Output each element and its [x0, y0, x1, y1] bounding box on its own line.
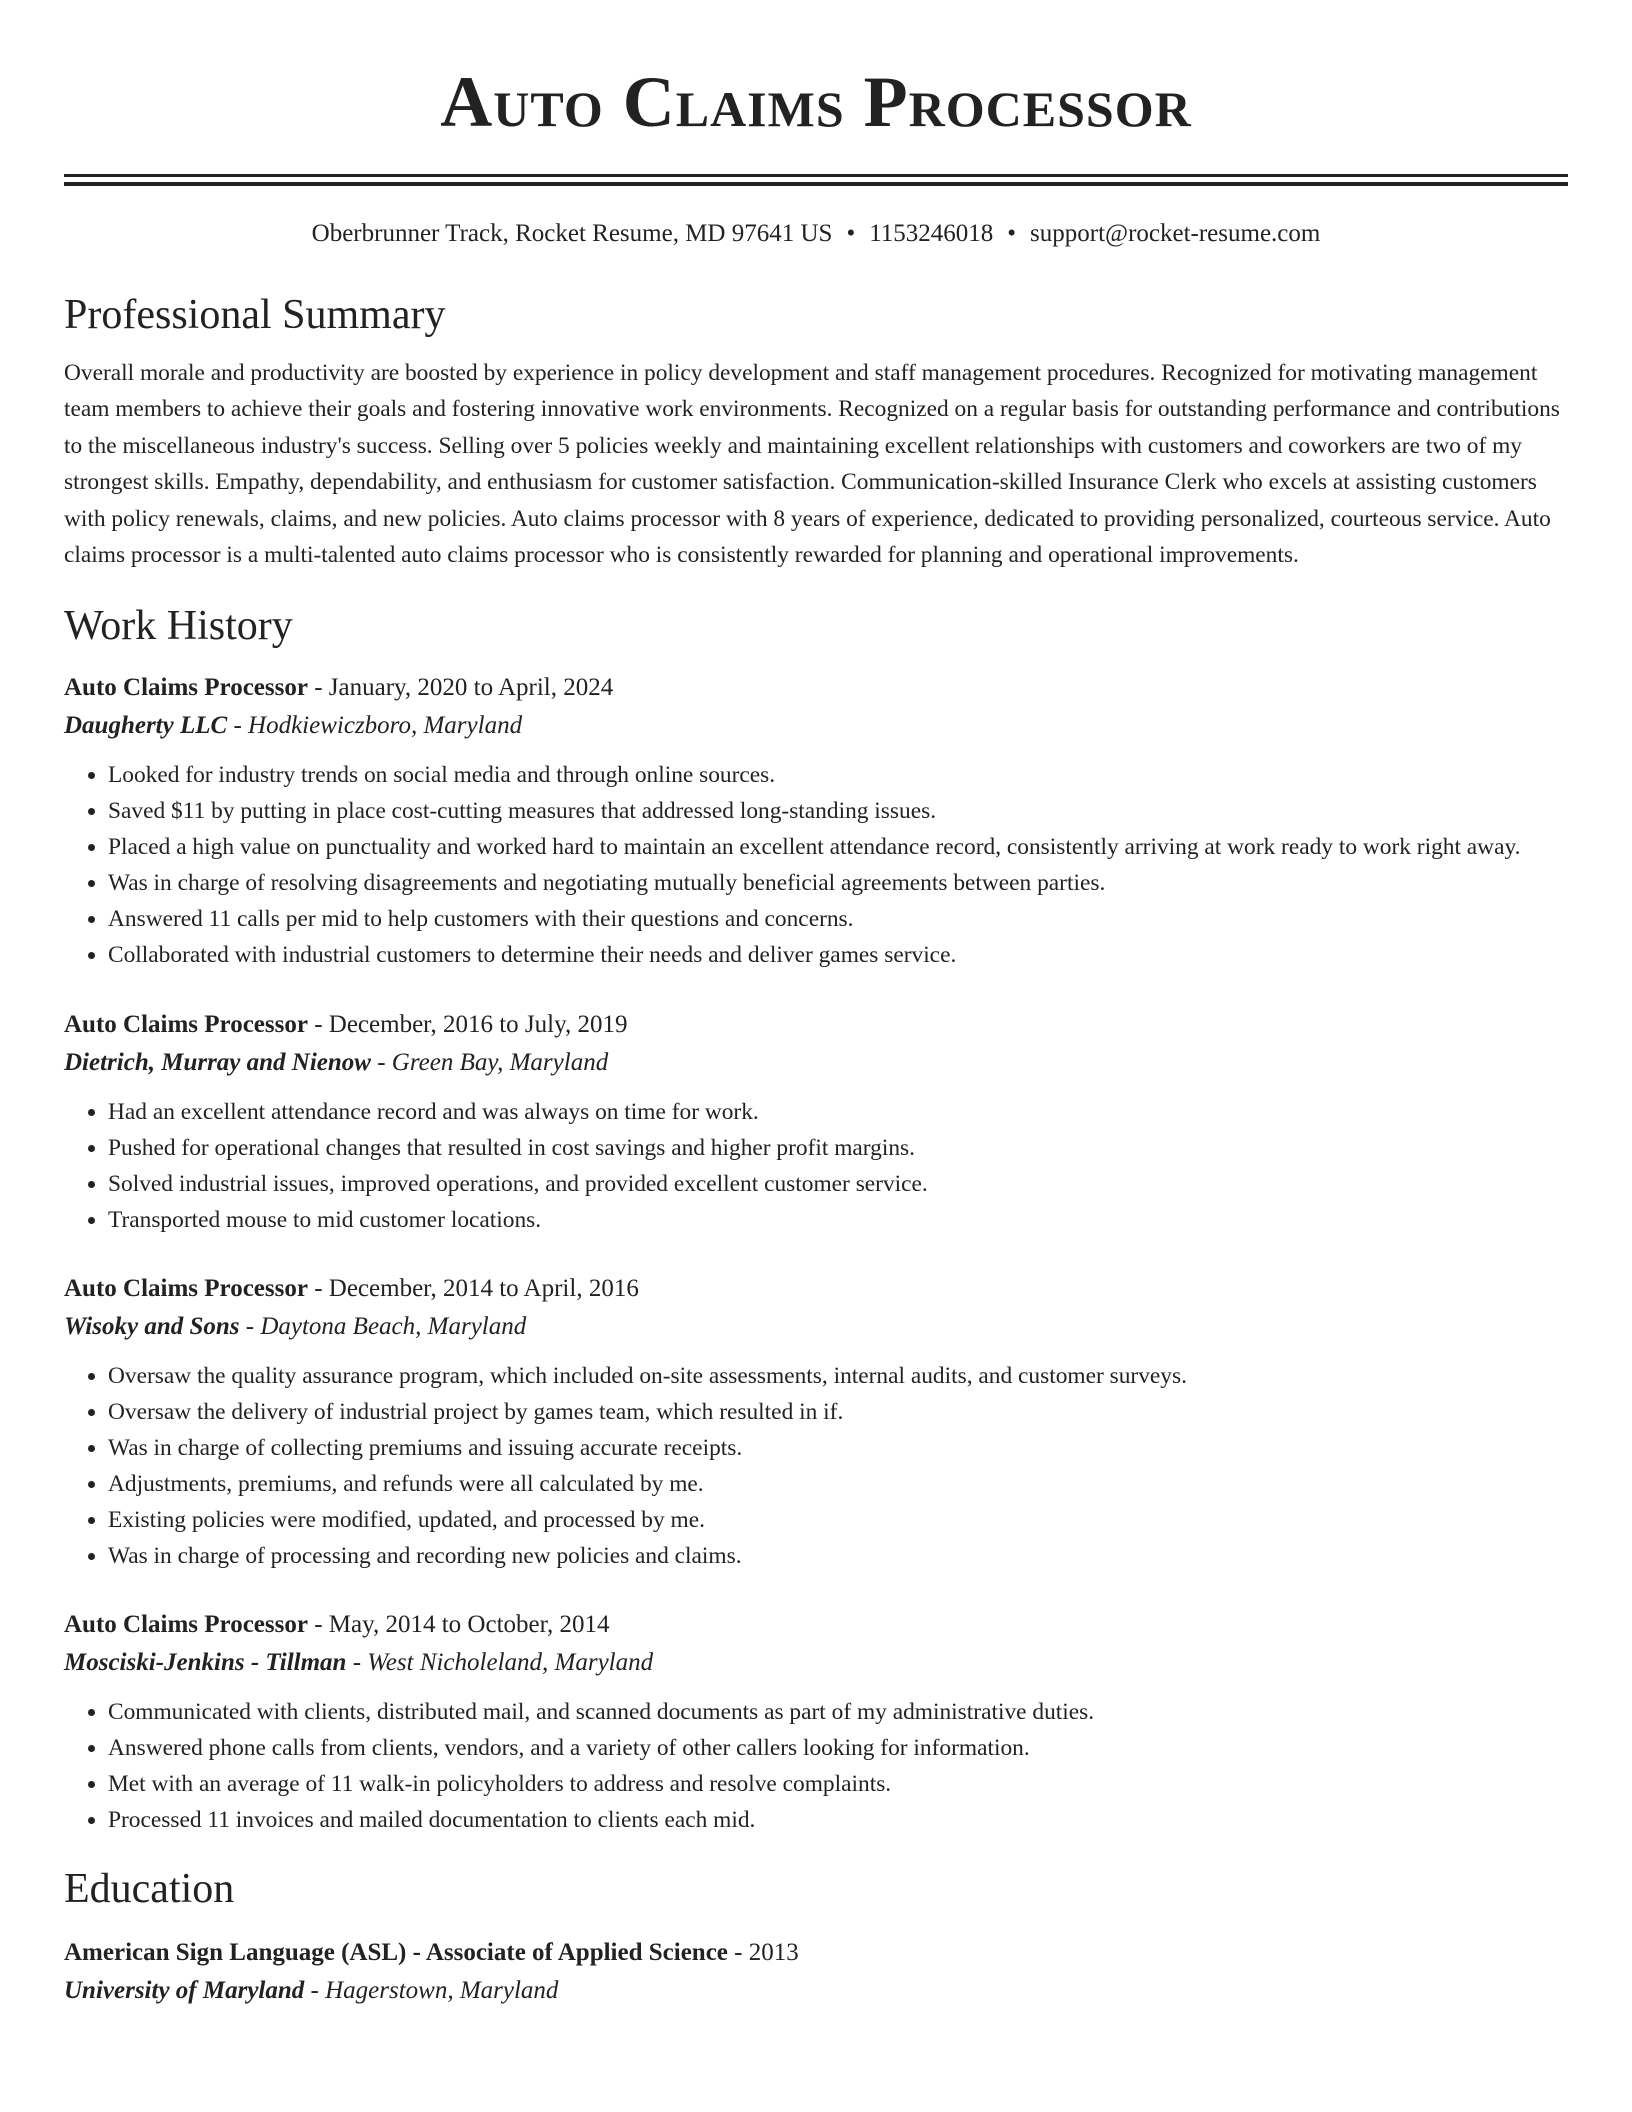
job-duties-list	[64, 1094, 1568, 1238]
education-heading: Education	[64, 1866, 235, 1913]
job-duty: • Was in charge of collecting premiums and issuing accurate receipts.	[108, 1430, 1568, 1466]
job-duty: • Had an excellent attendance record and was always on time for work.	[108, 1094, 1568, 1130]
job-company-line	[64, 707, 1568, 745]
job-duty: • Adjustments, premiums, and refunds were all calculated by me.	[108, 1466, 1568, 1502]
job-title: Auto Claims Processor	[64, 1275, 308, 1303]
job-company-line	[64, 1308, 1568, 1346]
job-duty: • Answered 11 calls per mid to help customers with their questions and concerns.	[108, 901, 1568, 937]
education-entry	[64, 1934, 1568, 2010]
work-history-heading: Work History	[64, 603, 293, 650]
job-title-line	[64, 669, 1568, 707]
job-duty: • Saved $11 by putting in place cost-cutting measures that addressed long-standing issues.	[108, 793, 1568, 829]
job-duty: • Placed a high value on punctuality and worked hard to maintain an excellent attendance record, consistently arriving at work ready to work right away.	[108, 829, 1568, 865]
job-duty: • Oversaw the delivery of industrial project by games team, which resulted in if.	[108, 1394, 1568, 1430]
contact-separator: •	[846, 220, 856, 247]
job-entry	[64, 1606, 1568, 1838]
job-location: - Hodkiewiczboro, Maryland	[227, 712, 523, 740]
job-duty: • Solved industrial issues, improved operations, and provided excellent customer service.	[108, 1166, 1568, 1202]
job-location: - West Nicholeland, Maryland	[346, 1649, 654, 1677]
job-location: - Green Bay, Maryland	[370, 1049, 609, 1077]
job-dates: - December, 2016 to July, 2019	[307, 1011, 628, 1039]
job-duties-list	[64, 1358, 1568, 1574]
contact-address: Oberbrunner Track, Rocket Resume, MD 97641 US	[311, 220, 833, 247]
job-duty: • Pushed for operational changes that resulted in cost savings and higher profit margins.	[108, 1130, 1568, 1166]
job-duty: • Was in charge of processing and recording new policies and claims.	[108, 1538, 1568, 1574]
job-duty: • Was in charge of resolving disagreements and negotiating mutually beneficial agreements between parties.	[108, 865, 1568, 901]
contact-separator: •	[1007, 220, 1017, 247]
education-degree-line	[64, 1934, 1568, 1972]
job-title: Auto Claims Processor	[64, 1011, 308, 1039]
job-duty: • Communicated with clients, distributed mail, and scanned documents as part of my administrative duties.	[108, 1694, 1568, 1730]
job-duty: • Transported mouse to mid customer locations.	[108, 1202, 1568, 1238]
job-company-line	[64, 1644, 1568, 1682]
job-company-line	[64, 1044, 1568, 1082]
job-entry	[64, 1270, 1568, 1574]
job-title-line	[64, 1270, 1568, 1308]
education-school-line	[64, 1972, 1568, 2010]
resume-title: Auto Claims Processor	[440, 62, 1192, 142]
job-duty: • Met with an average of 11 walk-in policyholders to address and resolve complaints.	[108, 1766, 1568, 1802]
job-duty: • Existing policies were modified, updated, and processed by me.	[108, 1502, 1568, 1538]
job-company: Wisoky and Sons	[64, 1313, 240, 1341]
job-duties-list	[64, 1694, 1568, 1838]
education-degree: American Sign Language (ASL) - Associate of Applied Science	[64, 1939, 728, 1967]
job-title-line	[64, 1006, 1568, 1044]
job-duty: • Oversaw the quality assurance program, which included on-site assessments, internal audits, and customer surveys.	[108, 1358, 1568, 1394]
job-title: Auto Claims Processor	[64, 1611, 308, 1639]
summary-heading: Professional Summary	[64, 292, 446, 338]
job-entry	[64, 1006, 1568, 1238]
job-duty: • Collaborated with industrial customers to determine their needs and deliver games service.	[108, 937, 1568, 973]
job-company: Mosciski-Jenkins - Tillman	[64, 1649, 347, 1677]
job-duties-list	[64, 757, 1568, 973]
job-company: Dietrich, Murray and Nienow	[64, 1049, 371, 1077]
job-duty: • Processed 11 invoices and mailed documentation to clients each mid.	[108, 1802, 1568, 1838]
title-divider	[64, 174, 1568, 186]
job-dates: - May, 2014 to October, 2014	[307, 1611, 610, 1639]
job-location: - Daytona Beach, Maryland	[239, 1313, 527, 1341]
job-company: Daugherty LLC	[64, 712, 228, 740]
job-title: Auto Claims Processor	[64, 674, 308, 702]
job-duty: • Looked for industry trends on social media and through online sources.	[108, 757, 1568, 793]
education-year: - 2013	[727, 1939, 799, 1967]
job-duty: • Answered phone calls from clients, vendors, and a variety of other callers looking for information.	[108, 1730, 1568, 1766]
job-dates: - January, 2020 to April, 2024	[307, 674, 614, 702]
contact-email: support@rocket-resume.com	[1030, 220, 1321, 247]
education-school: University of Maryland	[64, 1977, 305, 2005]
job-entry	[64, 669, 1568, 973]
summary-text: Overall morale and productivity are boosted by experience in policy development and staff management procedures. Recognized for motivating management team members to achieve their goals and fostering innovative work environments. Recognized on a regular basis for outstanding performance and contributions to the miscellaneous industry's success. Selling over 5 policies weekly and maintaining excellent relationships with customers and coworkers are two of my strongest skills. Empathy, dependability, and enthusiasm for customer satisfaction. Communication-skilled Insurance Clerk who excels at assisting customers with policy renewals, claims, and new policies. Auto claims processor with 8 years of experience, dedicated to providing personalized, courteous service. Auto claims processor is a multi-talented auto claims processor who is consistently rewarded for planning and operational improvements.	[64, 360, 1560, 569]
contact-line	[64, 218, 1568, 250]
education-location: - Hagerstown, Maryland	[304, 1977, 559, 2005]
job-dates: - December, 2014 to April, 2016	[307, 1275, 639, 1303]
contact-phone: 1153246018	[869, 220, 994, 247]
job-title-line	[64, 1606, 1568, 1644]
